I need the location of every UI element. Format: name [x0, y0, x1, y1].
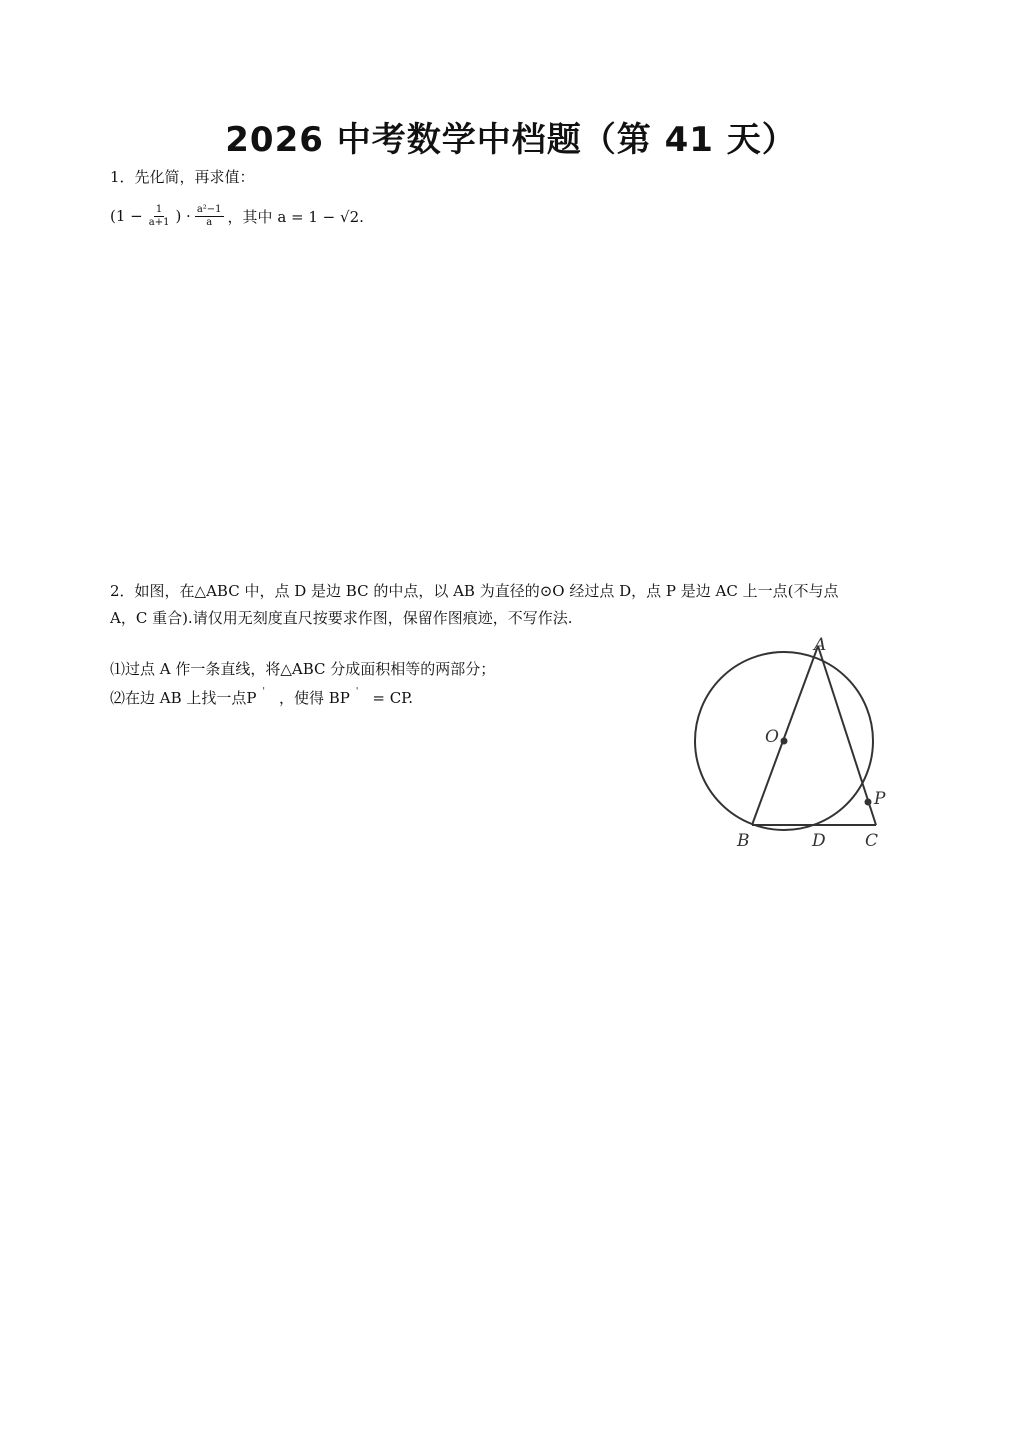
label-o: O	[765, 727, 779, 747]
label-c: C	[865, 831, 879, 851]
fraction-2	[195, 204, 224, 228]
expr-tail: ，其中 a = 1 − √2.	[227, 207, 364, 226]
point-o	[781, 738, 788, 745]
fraction-1-numerator: 1	[155, 204, 163, 215]
side-ab	[752, 646, 818, 825]
question-1-heading: 1．先化简，再求值：	[110, 168, 255, 186]
fraction-2-numerator: a²−1	[196, 204, 222, 215]
fraction-2-denominator: a	[206, 216, 213, 228]
prime-mark-2: '	[355, 687, 359, 697]
part-2-mid: ，使得 BP	[278, 689, 350, 707]
label-a: A	[814, 635, 827, 655]
question-2-line-1: 2．如图，在△ABC 中，点 D 是边 BC 的中点，以 AB 为直径的⊙O 经过点 D，点 P 是边 AC 上一点(不与点	[110, 582, 839, 600]
expr-open: (1 −	[110, 207, 143, 225]
question-2-part-1: ⑴过点 A 作一条直线，将△ABC 分成面积相等的两部分；	[110, 660, 496, 678]
point-p	[865, 799, 872, 806]
side-ac	[818, 646, 876, 825]
question-2-part-2	[110, 687, 413, 708]
label-b: B	[737, 831, 750, 851]
question-1-expression	[110, 198, 364, 234]
expr-mid: ) ·	[175, 207, 191, 225]
question-2-line-2: A，C 重合).请仅用无刻度直尺按要求作图，保留作图痕迹，不写作法.	[110, 609, 573, 627]
part-2-pre: ⑵在边 AB 上找一点P	[110, 689, 257, 707]
geometry-figure	[680, 630, 910, 860]
fraction-1-denominator: a+1	[148, 216, 170, 228]
prime-mark-1: '	[262, 687, 265, 697]
label-p: P	[874, 789, 886, 809]
label-d: D	[812, 831, 826, 851]
page-title: 2026 中考数学中档题（第 41 天）	[225, 120, 797, 160]
part-2-post: = CP.	[372, 689, 413, 707]
fraction-1	[147, 204, 172, 228]
